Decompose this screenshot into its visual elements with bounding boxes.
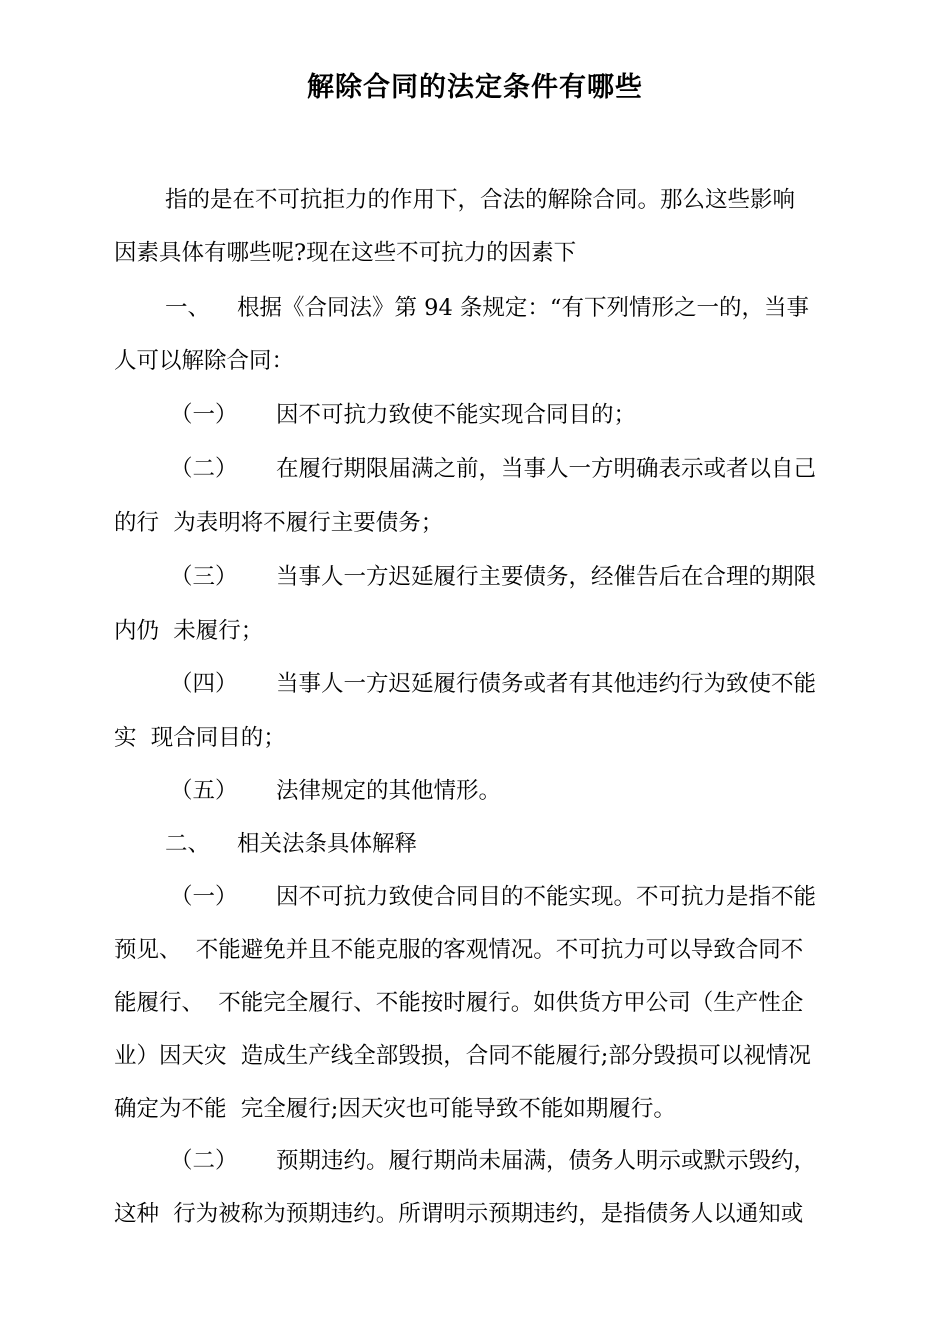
paragraph-line: 因素具体有哪些呢?现在这些不可抗力的因素下 [114,240,577,266]
list-item-line: 能履行、 不能完全履行、不能按时履行。如供货方甲公司（生产性企 [114,990,804,1016]
list-item-number: （四） [170,671,238,697]
list-item-number: （三） [170,564,238,590]
list-item-line: 业）因天灾 造成生产线全部毁损，合同不能履行;部分毁损可以视情况 [114,1043,811,1069]
list-item-line: 法律规定的其他情形。 [276,778,502,804]
section-number: 二、 [165,831,211,857]
section-number: 一、 [165,295,211,321]
list-item-line: 预期违约。履行期尚未届满，债务人明示或默示毁约， [276,1148,817,1174]
document-title: 解除合同的法定条件有哪些 [307,72,643,103]
section-heading-line: 人可以解除合同： [114,348,295,374]
list-item-line: 因不可抗力致使合同目的不能实现。不可抗力是指不能 [276,884,817,910]
list-item-number: （一） [170,884,238,910]
list-item-line: 因不可抗力致使不能实现合同目的； [276,402,637,428]
list-item-line: 确定为不能 完全履行;因天灾也可能导致不能如期履行。 [114,1096,676,1122]
list-item-line: 在履行期限届满之前，当事人一方明确表示或者以自己 [276,456,817,482]
list-item-line: 这种 行为被称为预期违约。所谓明示预期违约，是指债务人以通知或 [114,1201,804,1227]
section-heading-line: 相关法条具体解释 [237,831,418,857]
list-item-number: （二） [170,456,238,482]
list-item-number: （五） [170,778,238,804]
paragraph-line: 指的是在不可抗拒力的作用下，合法的解除合同。那么这些影响 [165,187,796,213]
list-item-line: 的行 为表明将不履行主要债务； [114,510,444,536]
list-item-line: 内仍 未履行； [114,618,264,644]
list-item-line: 实 现合同目的； [114,725,286,751]
list-item-line: 预见、 不能避免并且不能克服的客观情况。不可抗力可以导致合同不 [114,937,804,963]
list-item-number: （二） [170,1148,238,1174]
list-item-line: 当事人一方迟延履行债务或者有其他违约行为致使不能 [276,671,817,697]
list-item-line: 当事人一方迟延履行主要债务，经催告后在合理的期限 [276,564,817,590]
section-heading-line: 根据《合同法》第 94 条规定：“有下列情形之一的，当事 [237,295,809,321]
list-item-number: （一） [170,402,238,428]
